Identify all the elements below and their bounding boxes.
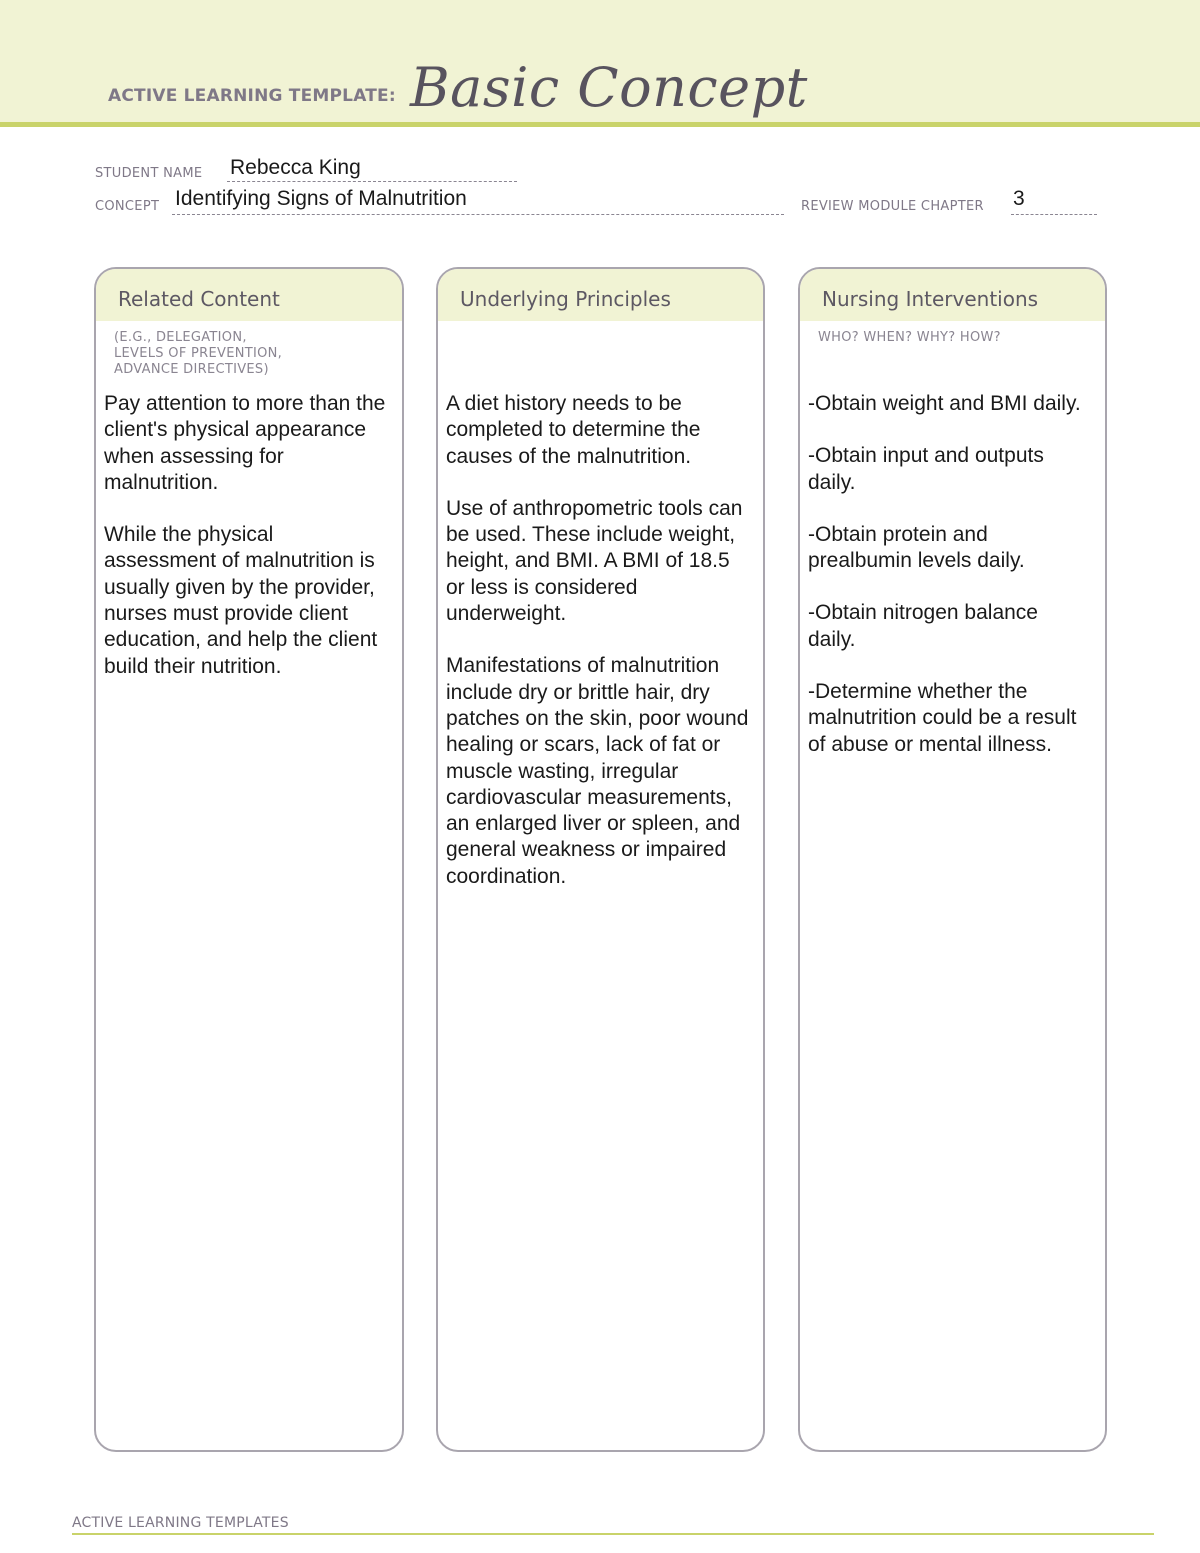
paragraph: -Determine whether the malnutrition could be a result of abuse or mental illness. — [808, 680, 1077, 756]
footer-label: ACTIVE LEARNING TEMPLATES — [72, 1515, 289, 1531]
hint-line: (E.G., DELEGATION, — [114, 330, 247, 345]
header-divider — [0, 122, 1200, 127]
student-name-label: STUDENT NAME — [95, 166, 203, 181]
related-content-heading: Related Content — [96, 269, 402, 321]
hint-line: LEVELS OF PREVENTION, — [114, 346, 283, 361]
paragraph: Use of anthropometric tools can be used. These include weight, height, and BMI. A BMI of 18.5 or less is considered underweight. — [446, 496, 743, 626]
nursing-interventions-hint: WHO? WHEN? WHY? HOW? — [818, 330, 1001, 345]
underlying-principles-text[interactable] — [446, 391, 749, 916]
concept-label: CONCEPT — [95, 199, 160, 214]
chapter-label: REVIEW MODULE CHAPTER — [801, 199, 984, 214]
related-content-panel — [94, 267, 404, 1452]
concept-underline — [172, 214, 784, 215]
paragraph: -Obtain input and outputs daily. — [808, 444, 1044, 494]
paragraph: While the physical assessment of malnutrition is usually given by the provider, nurses must provide client education, and help the client build their nutrition. — [104, 523, 378, 678]
chapter-underline — [1011, 214, 1097, 215]
page-title: Basic Concept — [410, 56, 808, 119]
student-name-underline — [227, 181, 517, 182]
paragraph: -Obtain nitrogen balance daily. — [808, 601, 1038, 651]
nursing-interventions-panel — [798, 267, 1107, 1452]
student-name-field[interactable]: Rebecca King — [230, 156, 361, 179]
paragraph: Manifestations of malnutrition include dry or brittle hair, dry patches on the skin, poor wound healing or scars, lack of fat or muscle wasting, irregular cardiovascular measurements, an enlarged liver or spleen, and general weakness or impaired coordination. — [446, 654, 749, 888]
paragraph: Pay attention to more than the client's physical appearance when assessing for malnutrition. — [104, 392, 386, 494]
template-label: ACTIVE LEARNING TEMPLATE: — [108, 86, 396, 106]
related-content-hint — [114, 330, 282, 378]
related-content-text[interactable] — [104, 391, 388, 706]
nursing-interventions-heading: Nursing Interventions — [800, 269, 1105, 321]
paragraph: -Obtain weight and BMI daily. — [808, 392, 1081, 415]
underlying-principles-heading: Underlying Principles — [438, 269, 763, 321]
underlying-principles-panel — [436, 267, 765, 1452]
concept-field[interactable]: Identifying Signs of Malnutrition — [175, 187, 467, 210]
paragraph: A diet history needs to be completed to determine the causes of the malnutrition. — [446, 392, 701, 468]
chapter-field[interactable]: 3 — [1013, 187, 1025, 210]
paragraph: -Obtain protein and prealbumin levels daily. — [808, 522, 1025, 573]
nursing-interventions-text[interactable] — [808, 391, 1091, 784]
hint-line: ADVANCE DIRECTIVES) — [114, 362, 269, 377]
footer-divider — [72, 1533, 1154, 1535]
